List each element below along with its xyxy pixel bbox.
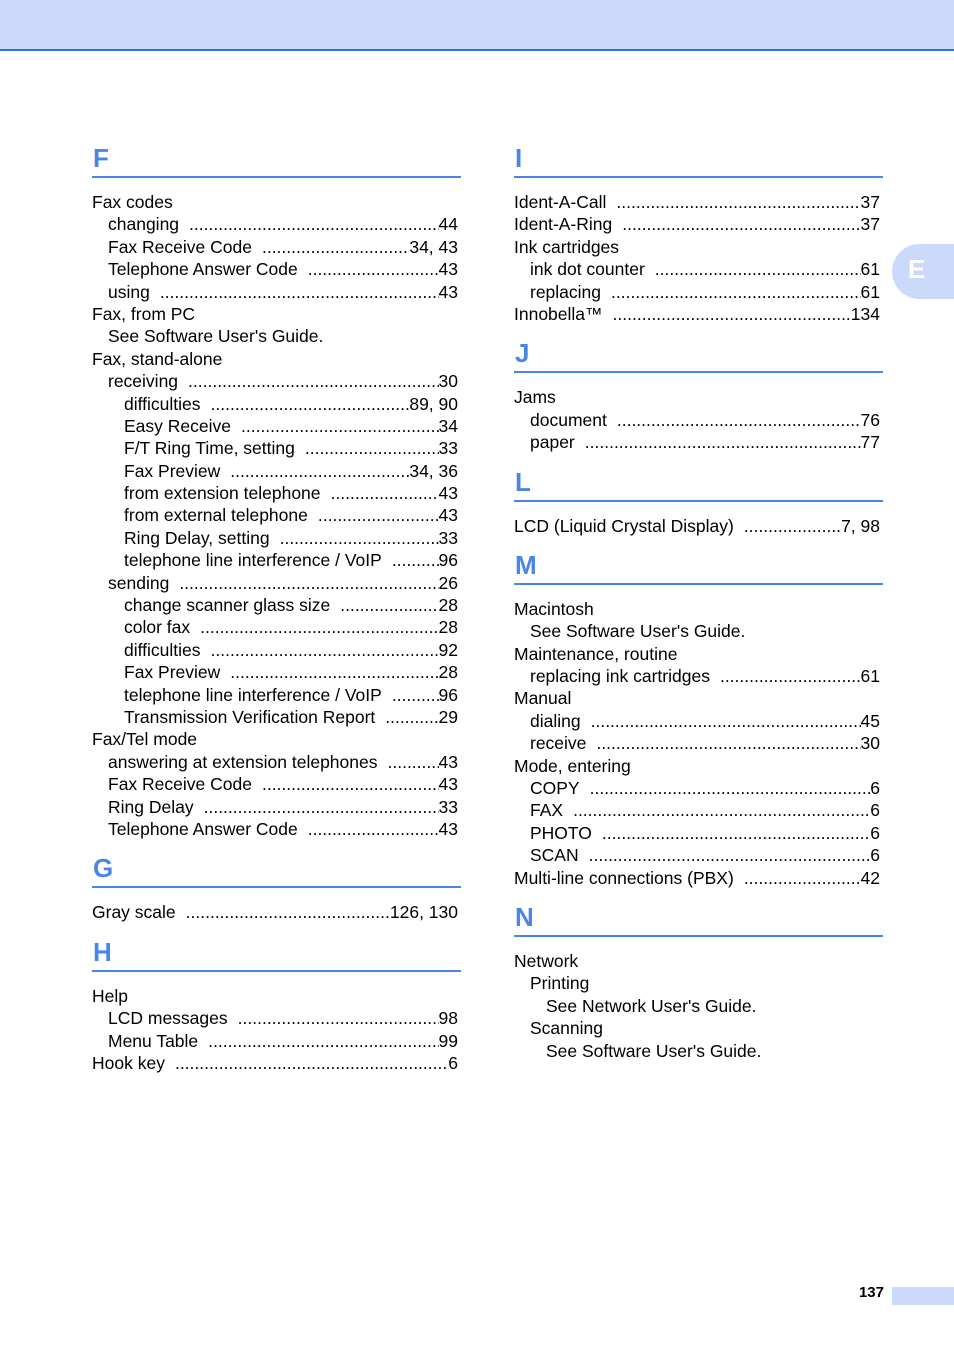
index-section bbox=[92, 936, 461, 1075]
entry-term: Scanning bbox=[530, 1018, 603, 1039]
index-entry bbox=[514, 822, 883, 844]
entry-term: Mode, entering bbox=[514, 755, 631, 776]
entry-term: COPY bbox=[530, 778, 580, 799]
dot-leader bbox=[710, 665, 861, 687]
entry-pages: 37 bbox=[860, 192, 880, 212]
section-letter: M bbox=[514, 549, 883, 585]
entry-pages: 34, 43 bbox=[409, 236, 458, 257]
entry-pages: 37 bbox=[860, 214, 880, 235]
dot-leader bbox=[252, 773, 439, 795]
entry-term: Fax, from PC bbox=[92, 303, 196, 324]
entry-pages: 7, 98 bbox=[841, 515, 880, 536]
dot-leader bbox=[298, 818, 439, 840]
dot-leader bbox=[150, 281, 439, 303]
entry-term: changing bbox=[108, 214, 180, 235]
dot-leader bbox=[165, 1052, 448, 1074]
index-entry bbox=[514, 710, 883, 732]
index-entry bbox=[92, 191, 461, 213]
dot-leader bbox=[270, 527, 439, 549]
dot-leader bbox=[228, 1007, 439, 1029]
entry-pages: 98 bbox=[438, 1008, 458, 1029]
dot-leader bbox=[295, 437, 439, 459]
index-entry bbox=[92, 303, 461, 325]
entry-term: LCD (Liquid Crystal Display) bbox=[514, 515, 734, 536]
entry-pages: 33 bbox=[438, 796, 458, 817]
entry-term: ink dot counter bbox=[530, 259, 645, 280]
entry-term: Fax codes bbox=[92, 192, 173, 212]
entry-term: receive bbox=[530, 733, 587, 754]
dot-leader bbox=[308, 504, 439, 526]
dot-leader bbox=[601, 281, 861, 303]
section-letter: G bbox=[92, 852, 461, 888]
index-entry bbox=[514, 665, 883, 687]
entry-term: difficulties bbox=[124, 393, 201, 414]
index-entry bbox=[514, 643, 883, 665]
entry-term: Maintenance, routine bbox=[514, 643, 678, 664]
dot-leader bbox=[198, 1030, 438, 1052]
entry-term: See Software User's Guide. bbox=[108, 326, 324, 347]
dot-leader bbox=[603, 303, 851, 325]
entry-term: telephone line interference / VoIP bbox=[124, 550, 382, 571]
entry-pages: 30 bbox=[860, 733, 880, 754]
index-entry bbox=[514, 799, 883, 821]
dot-leader bbox=[382, 549, 439, 571]
index-entry bbox=[92, 818, 461, 840]
entry-pages: 43 bbox=[438, 751, 458, 772]
entry-term: Fax Receive Code bbox=[108, 236, 252, 257]
entry-pages: 43 bbox=[438, 774, 458, 795]
entry-pages: 134 bbox=[850, 303, 880, 324]
footer-band bbox=[892, 1287, 954, 1305]
index-entry bbox=[514, 236, 883, 258]
entry-term: Ident-A-Call bbox=[514, 192, 607, 212]
dot-leader bbox=[586, 732, 860, 754]
index-entry bbox=[92, 482, 461, 504]
section-letter: L bbox=[514, 466, 883, 502]
index-entry bbox=[92, 370, 461, 392]
entry-term: Fax/Tel mode bbox=[92, 729, 198, 750]
entry-term: replacing bbox=[530, 281, 602, 302]
entry-pages: 6 bbox=[870, 778, 880, 799]
entry-pages: 6 bbox=[448, 1052, 458, 1073]
index-section bbox=[514, 549, 883, 889]
dot-leader bbox=[190, 616, 438, 638]
index-entry bbox=[514, 213, 883, 235]
entry-pages: 29 bbox=[438, 706, 458, 727]
page-number: 137 bbox=[858, 1284, 884, 1301]
entry-term: from external telephone bbox=[124, 505, 308, 526]
entry-term: Macintosh bbox=[514, 598, 594, 619]
entry-term: LCD messages bbox=[108, 1008, 228, 1029]
entry-pages: 6 bbox=[870, 845, 880, 866]
index-entry bbox=[514, 1017, 883, 1039]
index-entry bbox=[92, 661, 461, 683]
dot-leader bbox=[734, 515, 841, 537]
entry-pages: 96 bbox=[438, 550, 458, 571]
entry-term: Gray scale bbox=[92, 902, 176, 923]
entry-term: Fax Preview bbox=[124, 460, 221, 481]
index-entry bbox=[514, 258, 883, 280]
entry-term: Help bbox=[92, 985, 128, 1006]
index-section bbox=[514, 142, 883, 325]
entry-pages: 6 bbox=[870, 822, 880, 843]
index-entry bbox=[92, 236, 461, 258]
index-entry bbox=[92, 325, 461, 347]
entry-pages: 43 bbox=[438, 259, 458, 280]
entry-term: Transmission Verification Report bbox=[124, 706, 376, 727]
dot-leader bbox=[321, 482, 439, 504]
entry-term: Hook key bbox=[92, 1052, 165, 1073]
dot-leader bbox=[179, 213, 438, 235]
entry-term: difficulties bbox=[124, 639, 201, 660]
index-entry bbox=[514, 598, 883, 620]
entry-pages: 61 bbox=[860, 259, 880, 280]
dot-leader bbox=[330, 594, 438, 616]
index-entry bbox=[92, 415, 461, 437]
entry-pages: 44 bbox=[438, 214, 458, 235]
entry-term: using bbox=[108, 281, 150, 302]
entry-term: Telephone Answer Code bbox=[108, 818, 298, 839]
dot-leader bbox=[298, 258, 439, 280]
index-entry bbox=[92, 684, 461, 706]
index-entry bbox=[514, 191, 883, 213]
entry-pages: 99 bbox=[438, 1030, 458, 1051]
dot-leader bbox=[607, 409, 861, 431]
dot-leader bbox=[579, 844, 871, 866]
entry-term: receiving bbox=[108, 371, 179, 392]
section-letter: F bbox=[92, 142, 461, 178]
entry-pages: 43 bbox=[438, 505, 458, 526]
entry-term: Manual bbox=[514, 688, 572, 709]
entry-pages: 43 bbox=[438, 483, 458, 504]
entry-term: Ring Delay, setting bbox=[124, 527, 270, 548]
dot-leader bbox=[382, 684, 439, 706]
entry-term: Fax, stand-alone bbox=[92, 348, 223, 369]
entry-term: Ident-A-Ring bbox=[514, 214, 613, 235]
section-letter: N bbox=[514, 901, 883, 937]
entry-term: Easy Receive bbox=[124, 415, 231, 436]
entry-term: Multi-line connections (PBX) bbox=[514, 867, 734, 888]
dot-leader bbox=[378, 751, 439, 773]
index-section bbox=[514, 466, 883, 537]
entry-term: Innobella™ bbox=[514, 303, 603, 324]
index-entry bbox=[92, 1030, 461, 1052]
index-entry bbox=[92, 504, 461, 526]
index-entry bbox=[92, 527, 461, 549]
dot-leader bbox=[612, 213, 860, 235]
dot-leader bbox=[169, 572, 438, 594]
section-letter: J bbox=[514, 337, 883, 373]
index-entry bbox=[92, 1007, 461, 1029]
entry-term: telephone line interference / VoIP bbox=[124, 684, 382, 705]
index-entry bbox=[514, 620, 883, 642]
index-entry bbox=[92, 393, 461, 415]
dot-leader bbox=[734, 867, 861, 889]
index-entry bbox=[514, 867, 883, 889]
entry-pages: 96 bbox=[438, 684, 458, 705]
entry-term: Jams bbox=[514, 387, 556, 408]
dot-leader bbox=[581, 710, 861, 732]
dot-leader bbox=[592, 822, 870, 844]
entry-term: Ink cartridges bbox=[514, 236, 620, 257]
entry-term: change scanner glass size bbox=[124, 595, 331, 616]
entry-term: Ring Delay bbox=[108, 796, 194, 817]
dot-leader bbox=[375, 706, 438, 728]
index-section bbox=[92, 142, 461, 840]
index-entry bbox=[92, 639, 461, 661]
entry-pages: 43 bbox=[438, 281, 458, 302]
entry-term: See Software User's Guide. bbox=[546, 1040, 762, 1061]
entry-term: paper bbox=[530, 432, 575, 453]
index-entry bbox=[514, 281, 883, 303]
section-letter: I bbox=[514, 142, 883, 178]
entry-pages: 42 bbox=[860, 867, 880, 888]
index-entry bbox=[514, 777, 883, 799]
dot-leader bbox=[575, 431, 861, 453]
entry-pages: 34 bbox=[438, 415, 458, 436]
entry-term: Telephone Answer Code bbox=[108, 259, 298, 280]
entry-term: F/T Ring Time, setting bbox=[124, 438, 295, 459]
index-entry bbox=[92, 213, 461, 235]
entry-pages: 28 bbox=[438, 662, 458, 683]
entry-term: See Software User's Guide. bbox=[530, 621, 746, 642]
index-entry bbox=[514, 515, 883, 537]
index-entry bbox=[92, 728, 461, 750]
dot-leader bbox=[231, 415, 439, 437]
index-entry bbox=[92, 901, 461, 923]
header-band bbox=[0, 0, 954, 51]
entry-term: answering at extension telephones bbox=[108, 751, 378, 772]
entry-term: Network bbox=[514, 950, 579, 971]
entry-pages: 92 bbox=[438, 639, 458, 660]
index-entry bbox=[92, 348, 461, 370]
index-entry bbox=[514, 950, 883, 972]
index-entry bbox=[514, 755, 883, 777]
index-entry bbox=[92, 773, 461, 795]
entry-pages: 61 bbox=[860, 281, 880, 302]
chapter-tab bbox=[892, 244, 954, 299]
index-entry bbox=[92, 572, 461, 594]
entry-term: sending bbox=[108, 572, 170, 593]
dot-leader bbox=[201, 639, 439, 661]
dot-leader bbox=[178, 370, 438, 392]
index-entry bbox=[514, 303, 883, 325]
entry-pages: 26 bbox=[438, 572, 458, 593]
entry-term: Printing bbox=[530, 973, 590, 994]
dot-leader bbox=[580, 777, 871, 799]
entry-pages: 33 bbox=[438, 527, 458, 548]
index-entry bbox=[92, 796, 461, 818]
entry-term: document bbox=[530, 409, 607, 430]
entry-term: FAX bbox=[530, 800, 564, 821]
index-entry bbox=[514, 732, 883, 754]
dot-leader bbox=[194, 796, 439, 818]
entry-pages: 89, 90 bbox=[409, 393, 458, 414]
index-entry bbox=[92, 706, 461, 728]
index-entry bbox=[92, 460, 461, 482]
entry-term: dialing bbox=[530, 710, 581, 731]
entry-pages: 28 bbox=[438, 595, 458, 616]
index-entry bbox=[514, 1040, 883, 1062]
entry-pages: 28 bbox=[438, 617, 458, 638]
entry-pages: 61 bbox=[860, 666, 880, 687]
index-entry bbox=[92, 549, 461, 571]
index-column-left bbox=[92, 142, 461, 1086]
entry-pages: 6 bbox=[870, 800, 880, 821]
dot-leader bbox=[606, 191, 860, 213]
index-entry bbox=[92, 281, 461, 303]
entry-pages: 43 bbox=[438, 818, 458, 839]
index-entry bbox=[92, 985, 461, 1007]
index-entry bbox=[514, 386, 883, 408]
dot-leader bbox=[645, 258, 861, 280]
entry-pages: 45 bbox=[860, 710, 880, 731]
index-entry bbox=[92, 751, 461, 773]
index-entry bbox=[92, 1052, 461, 1074]
entry-term: replacing ink cartridges bbox=[530, 666, 710, 687]
dot-leader bbox=[563, 799, 870, 821]
index-entry bbox=[92, 594, 461, 616]
entry-term: SCAN bbox=[530, 845, 579, 866]
dot-leader bbox=[201, 393, 410, 415]
entry-term: Fax Preview bbox=[124, 662, 221, 683]
entry-term: from extension telephone bbox=[124, 483, 321, 504]
index-entry bbox=[514, 409, 883, 431]
entry-pages: 126, 130 bbox=[389, 902, 458, 923]
entry-pages: 30 bbox=[438, 371, 458, 392]
index-entry bbox=[514, 431, 883, 453]
entry-term: color fax bbox=[124, 617, 191, 638]
entry-pages: 76 bbox=[860, 409, 880, 430]
entry-term: PHOTO bbox=[530, 822, 592, 843]
index-column-right bbox=[514, 142, 883, 1074]
entry-term: See Network User's Guide. bbox=[546, 995, 757, 1016]
index-entry bbox=[514, 995, 883, 1017]
index-entry bbox=[92, 437, 461, 459]
index-entry bbox=[92, 616, 461, 638]
index-entry bbox=[514, 687, 883, 709]
index-entry bbox=[514, 972, 883, 994]
index-entry bbox=[92, 258, 461, 280]
dot-leader bbox=[252, 236, 409, 258]
index-section bbox=[514, 337, 883, 453]
index-section bbox=[514, 901, 883, 1062]
entry-term: Menu Table bbox=[108, 1030, 199, 1051]
entry-term: Fax Receive Code bbox=[108, 774, 252, 795]
dot-leader bbox=[220, 661, 438, 683]
entry-pages: 77 bbox=[860, 432, 880, 453]
chapter-tab-letter: E bbox=[908, 254, 926, 284]
index-section bbox=[92, 852, 461, 923]
section-letter: H bbox=[92, 936, 461, 972]
index-entry bbox=[514, 844, 883, 866]
entry-pages: 34, 36 bbox=[409, 460, 458, 481]
dot-leader bbox=[220, 460, 409, 482]
dot-leader bbox=[176, 901, 390, 923]
entry-pages: 33 bbox=[438, 438, 458, 459]
